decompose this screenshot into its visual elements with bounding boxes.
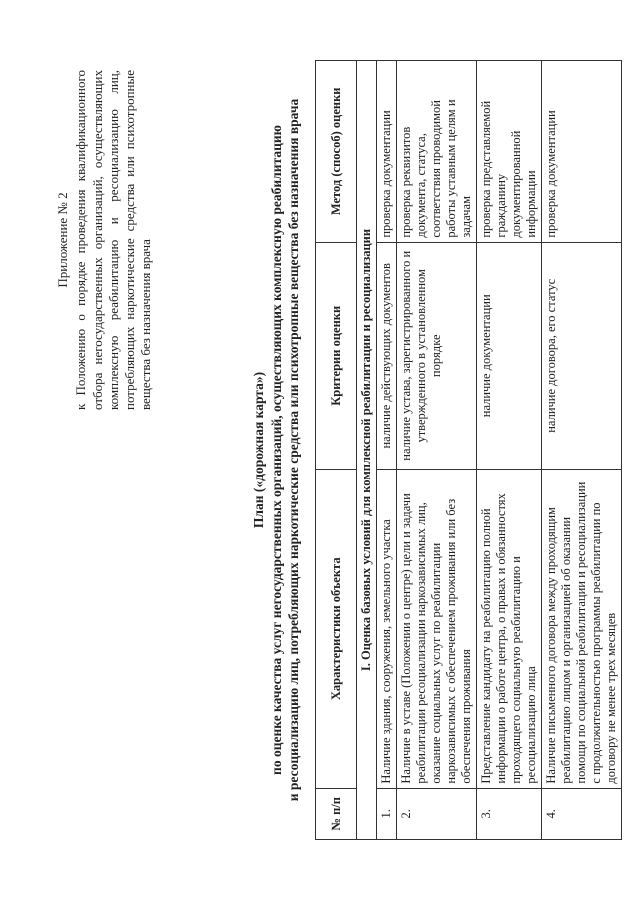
row-characteristics: Наличие в уставе (Положении о центре) цели и задачи реабилитации ресоциализации наркозависимых лиц, оказание социальных услуг по реабилитации наркозависимых с обеспечением проживания или без обеспечения проживания bbox=[397, 469, 477, 788]
plan-title-line-3: и ресоциализацию лиц, потребляющих наркотические средства или психотропные вещества без назначения врача bbox=[286, 98, 302, 802]
rotated-document-page bbox=[25, 40, 618, 860]
row-method: проверка представляемой гражданину документированной информации bbox=[477, 61, 542, 243]
appendix-text: к Положению о порядке проведения квалификационного отбора негосударственных организаций, осуществляющих комплексную реабилитацию и ресоциализацию лиц, потребляющих наркотические средства или психотропные вещества без назначения врача bbox=[73, 70, 154, 410]
header-num: № п/п bbox=[316, 788, 357, 839]
header-characteristics: Характеристики объекта bbox=[316, 469, 357, 788]
row-criteria: наличие устава, зарегистрированного и утвержденного в установленном порядке bbox=[397, 242, 477, 469]
table-header-row bbox=[316, 61, 357, 840]
row-method: проверка реквизитов документа, статуса, соответствия проводимой работы уставным целям и задачам bbox=[397, 61, 477, 243]
row-criteria: наличие действующих документов bbox=[377, 242, 397, 469]
row-criteria: наличие документации bbox=[477, 242, 542, 469]
plan-title bbox=[250, 70, 303, 830]
row-num: 1. bbox=[377, 788, 397, 839]
row-characteristics: Представление кандидату на реабилитацию полной информации о работе центра, о правах и обязанностях проходящего социальную реабилитацию и ресоциализацию лица bbox=[477, 469, 542, 788]
row-method: проверка документации bbox=[542, 61, 622, 243]
row-characteristics: Наличие письменного договора между проходящим реабилитацию лицом и организацией об оказании помощи по социальной реабилитации и ресоциализации с продолжительностью программы реабилитации по договору не менее трех месяцев bbox=[542, 469, 622, 788]
row-num: 4. bbox=[542, 788, 622, 839]
row-characteristics: Наличие здания, сооружения, земельного участка bbox=[377, 469, 397, 788]
row-num: 3. bbox=[477, 788, 542, 839]
table-row bbox=[542, 61, 622, 840]
appendix-block bbox=[55, 70, 155, 410]
plan-title-line-1: План («дорожная карта») bbox=[251, 371, 266, 529]
appendix-heading: Приложение № 2 bbox=[55, 192, 70, 288]
plan-title-line-2: по оценке качества услуг негосударственных организаций, осуществляющих комплексную реабилитацию bbox=[268, 125, 284, 775]
section-title: I. Оценка базовых условий для комплексной реабилитации и ресоциализации bbox=[357, 61, 377, 840]
row-method: проверка документации bbox=[377, 61, 397, 243]
table-row bbox=[397, 61, 477, 840]
section-row bbox=[357, 61, 377, 840]
header-method: Метод (способ) оценки bbox=[316, 61, 357, 243]
table-row bbox=[477, 61, 542, 840]
table-row bbox=[377, 61, 397, 840]
row-num: 2. bbox=[397, 788, 477, 839]
row-criteria: наличие договора, его статус bbox=[542, 242, 622, 469]
assessment-table bbox=[315, 60, 622, 840]
header-criteria: Критерии оценки bbox=[316, 242, 357, 469]
